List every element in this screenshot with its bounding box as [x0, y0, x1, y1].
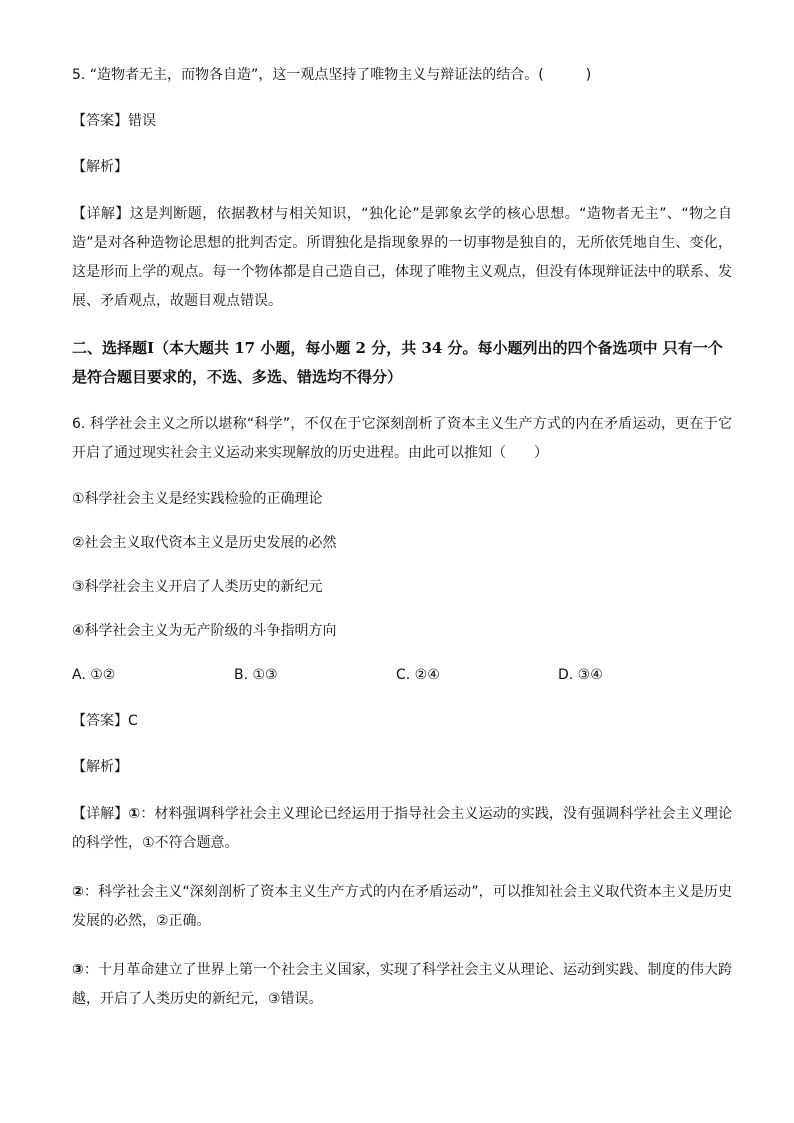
q6-analysis-tag: 【解析】: [72, 759, 128, 775]
option-b: B. ①③: [234, 667, 278, 683]
option-c: C. ②④: [396, 667, 440, 683]
q6-statement: ③科学社会主义开启了人类历史的新纪元: [72, 579, 323, 595]
q6-options: [72, 662, 732, 688]
point-text: ：材料强调科学社会主义理论已经运用于指导社会主义运动的实践，没有强调科学社会主义理论的科学性，①不符合题意。: [72, 806, 733, 851]
point-mark: ①: [128, 806, 141, 822]
q5-answer: [72, 108, 732, 134]
point-mark: ③: [72, 962, 84, 978]
q5-stem: 5. “造物者无主，而物各自造”，这一观点坚持了唯物主义与辩证法的结合。( ): [72, 67, 592, 83]
q6-answer-value: C: [128, 713, 138, 729]
q5-detail-text: 这是判断题，依据教材与相关知识，“独化论”是郭象玄学的核心思想。“造物者无主”、“物之自造”是对各种造物论思想的批判否定。所谓独化是指现象界的一切事物是独自的，无所依凭地自生、变化，这是形而上学的观点。每一个物体都是自己造自己，体现了唯物主义观点，但没有体现辩证法中的联系、发展、矛盾观点，故题目观点错误。: [72, 206, 733, 309]
point-text: ：十月革命建立了世界上第一个社会主义国家，实现了科学社会主义从理论、运动到实践、制度的伟大跨越，开启了人类历史的新纪元，③错误。: [72, 962, 733, 1007]
q5-answer-value: 错误: [128, 113, 156, 129]
q5-analysis-tag: 【解析】: [72, 159, 128, 175]
q6-answer-tag: 【答案】: [72, 713, 128, 729]
option-d: D. ③④: [558, 667, 603, 683]
q5-detail: [72, 200, 732, 316]
point-mark: ②: [72, 884, 84, 900]
point-text: ：科学社会主义“深刻剖析了资本主义生产方式的内在矛盾运动”，可以推知社会主义取代资本主义是历史发展的必然，②正确。: [72, 884, 732, 929]
q6-detail-point-2: [72, 878, 732, 936]
q6-detail-point-1: [72, 800, 732, 858]
q5-detail-tag: 【详解】: [72, 206, 130, 222]
document-page: [72, 62, 732, 1014]
q6-stem: 6. 科学社会主义之所以堪称“科学”，不仅在于它深刻剖析了资本主义生产方式的内在矛盾运动，更在于它开启了通过现实社会主义运动来实现解放的历史进程。由此可以推知（ ）: [72, 416, 732, 461]
q6-answer: [72, 708, 732, 734]
q6-statement: ①科学社会主义是经实践检验的正确理论: [72, 491, 323, 507]
option-a: A. ①②: [72, 667, 116, 683]
q6-detail-tag: 【详解】: [72, 806, 129, 822]
q6-statement: ④科学社会主义为无产阶级的斗争指明方向: [72, 623, 337, 639]
section-title: 二、选择题Ⅰ（本大题共 17 小题，每小题 2 分，共 34 分。每小题列出的四个备选项中 只有一个是符合题目要求的，不选、多选、错选均不得分）: [72, 339, 723, 386]
q5-answer-tag: 【答案】: [72, 113, 128, 129]
q6-detail-point-3: [72, 956, 732, 1014]
q6-statement: ②社会主义取代资本主义是历史发展的必然: [72, 535, 337, 551]
